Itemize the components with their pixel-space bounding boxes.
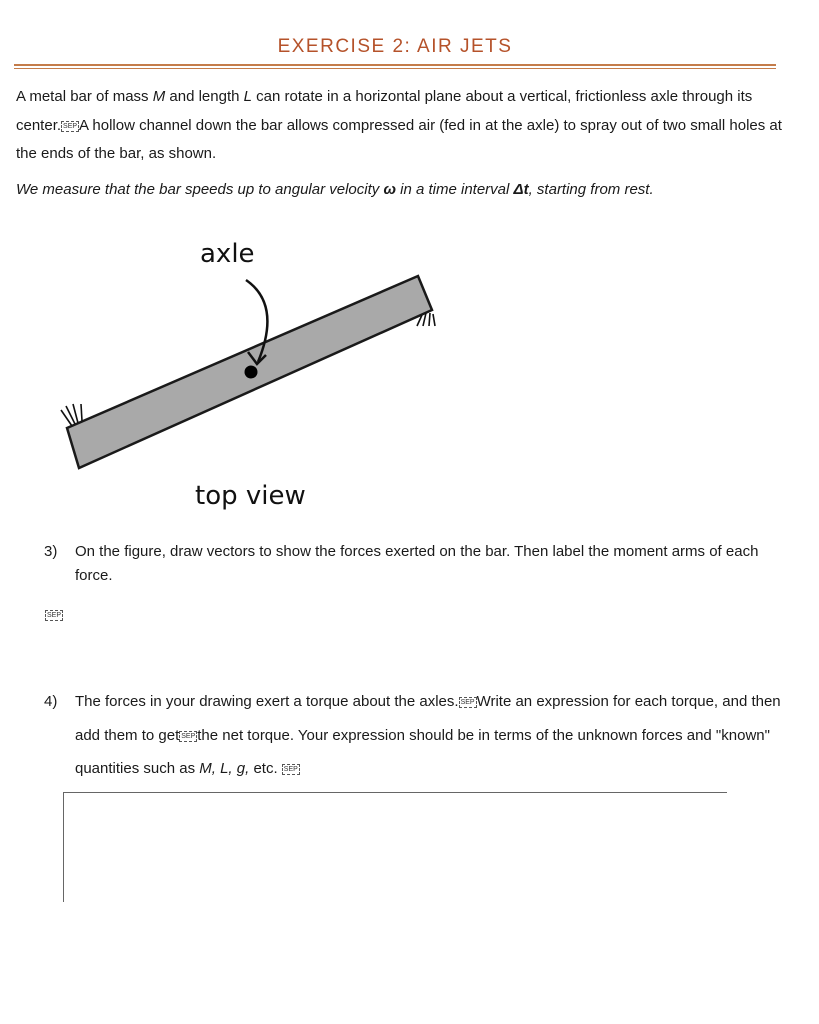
sep-glyph: SEP <box>63 122 78 130</box>
answer-box-left-border <box>63 792 64 902</box>
known-vars: M, L, g, <box>199 760 250 777</box>
title-rule-thick <box>14 64 776 66</box>
axle-label: axle <box>200 239 255 269</box>
bar-figure <box>50 228 470 518</box>
answer-box[interactable] <box>63 792 727 902</box>
sep-glyph: SEP <box>47 612 62 619</box>
intro-paragraph: A metal bar of mass M and length L can rotate in a horizontal plane about a vertical, frictionless axle through its center. SEP A hollow channel down the bar allows compressed air (fed in at the axle) to spray out of two small holes at the ends of the bar, as shown. <box>16 88 782 162</box>
page-title: EXERCISE 2: AIR JETS <box>277 36 513 57</box>
question-3-number: 3) <box>44 543 58 560</box>
var-mass: M <box>152 88 166 105</box>
question-4-number: 4) <box>44 693 58 710</box>
sep-glyph: SEP <box>283 766 298 773</box>
title-rule-thin <box>14 68 776 69</box>
answer-box-top-border <box>63 792 727 793</box>
question-3-text: On the figure, draw vectors to show the forces exerted on the bar. Then label the moment arms of each force. <box>75 543 759 584</box>
axle-dot <box>245 366 258 379</box>
question-4-text: The forces in your drawing exert a torque about the axles. SEP Write an expression for each torque, and then add them to get SEP the net torque. Your expression should be in terms of the unknown forces and "known" quantities such as M, L, g, etc. SEP <box>75 693 781 777</box>
sep-glyph: SEP <box>181 732 196 740</box>
var-omega: ω <box>383 181 396 198</box>
var-length: L <box>243 88 252 105</box>
sep-glyph: SEP <box>460 699 475 706</box>
measurement-paragraph: We measure that the bar speeds up to angular velocity ω in a time interval Δt, starting from rest. <box>16 181 654 198</box>
var-delta-t: Δt <box>513 181 529 198</box>
top-view-label: top view <box>195 481 306 511</box>
